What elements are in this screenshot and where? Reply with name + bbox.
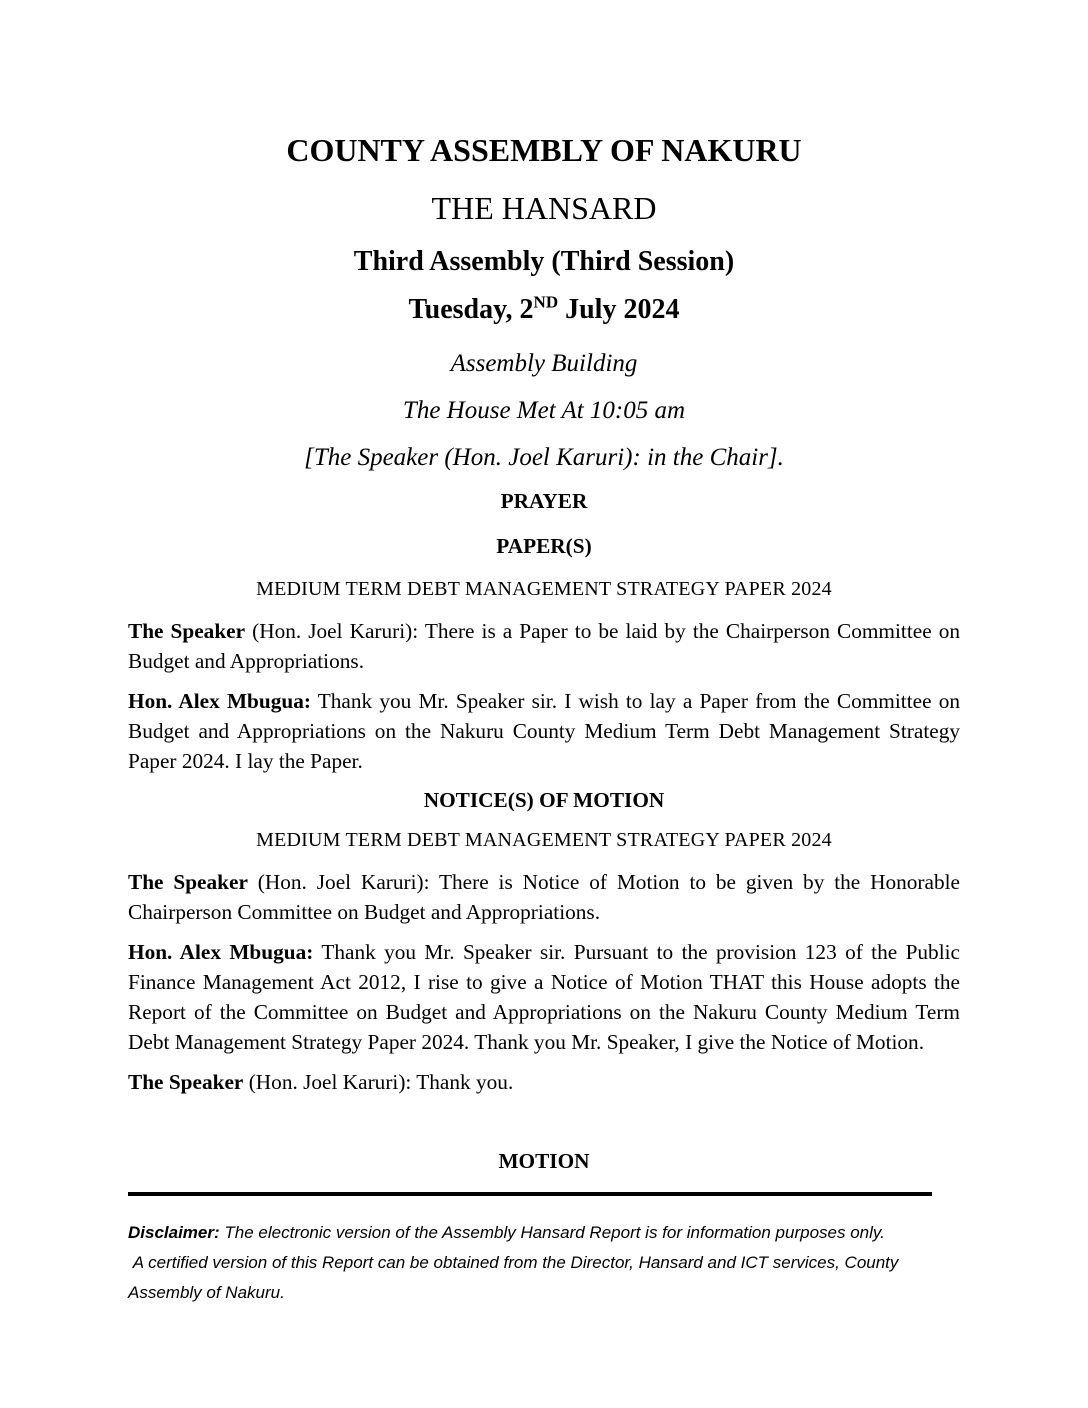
disclaimer-text-line1: The electronic version of the Assembly Hansard Report is for information purposes only. — [219, 1223, 885, 1242]
hansard-body — [128, 490, 960, 1173]
speaker-name: The Speaker — [128, 619, 246, 643]
speech-text: (Hon. Joel Karuri): Thank you. — [243, 1070, 514, 1094]
section-heading-prayer: PRAYER — [500, 489, 588, 513]
speech-text: (Hon. Joel Karuri): There is Notice of Motion to be given by the Honorable Chairperson Committee on Budget and Appropriations. — [128, 870, 960, 924]
speaker-name: The Speaker — [128, 1070, 244, 1094]
house-met-line: The House Met At 10:05 am — [402, 397, 686, 424]
speech-text: (Hon. Joel Karuri): There is a Paper to be laid by the Chairperson Committee on Budget and Appropriations. — [128, 619, 960, 673]
section-heading-papers: PAPER(S) — [496, 534, 592, 558]
speech-text: Thank you Mr. Speaker sir. Pursuant to the provision 123 of the Public Finance Management Act 2012, I rise to give a Notice of Motion THAT this House adopts the Report of the Committee on Budget and Appropriations on the Nakuru County Medium Term Debt Management Strategy Paper 2024. Thank you Mr. Speaker, I give the Notice of Motion. — [128, 940, 960, 1054]
speech-text: Thank you Mr. Speaker sir. I wish to lay a Paper from the Committee on Budget and Appropriations on the Nakuru County Medium Term Debt Management Strategy Paper 2024. I lay the Paper. — [128, 689, 960, 773]
speaker-name: Hon. Alex Mbugua: — [128, 689, 311, 713]
speech-paragraph — [128, 867, 960, 927]
sitting-date-suffix: July 2024 — [558, 294, 680, 325]
sitting-date — [128, 292, 960, 325]
assembly-title: COUNTY ASSEMBLY OF NAKURU — [286, 132, 802, 168]
speech-paragraph — [128, 937, 960, 1057]
footer-block — [128, 1192, 960, 1308]
speech-paragraph — [128, 616, 960, 676]
paper-subject-heading: MEDIUM TERM DEBT MANAGEMENT STRATEGY PAPER 2024 — [256, 578, 832, 600]
speaker-name: The Speaker — [128, 870, 248, 894]
session-title: Third Assembly (Third Session) — [353, 246, 735, 277]
ordinal-suffix: ND — [533, 292, 559, 312]
chair-line: [The Speaker (Hon. Joel Karuri): in the Chair]. — [304, 444, 784, 471]
notice-subject-heading: MEDIUM TERM DEBT MANAGEMENT STRATEGY PAPER 2024 — [256, 829, 832, 851]
sitting-date-prefix: Tuesday, 2 — [408, 294, 534, 325]
venue-line: Assembly Building — [450, 350, 638, 377]
disclaimer-text-line2: A certified version of this Report can be obtained from the Director, Hansard and ICT services, County Assembly of Nakuru. — [128, 1253, 903, 1302]
hansard-title: THE HANSARD — [431, 190, 657, 226]
header-block — [128, 133, 960, 471]
speaker-name: Hon. Alex Mbugua: — [128, 940, 314, 964]
section-heading-notices: NOTICE(S) OF MOTION — [423, 788, 665, 812]
section-heading-motion: MOTION — [498, 1149, 590, 1173]
footer-rule — [128, 1192, 932, 1196]
speech-paragraph — [128, 686, 960, 776]
disclaimer-label: Disclaimer: — [128, 1223, 220, 1242]
disclaimer — [128, 1218, 960, 1308]
speech-paragraph — [128, 1067, 960, 1097]
